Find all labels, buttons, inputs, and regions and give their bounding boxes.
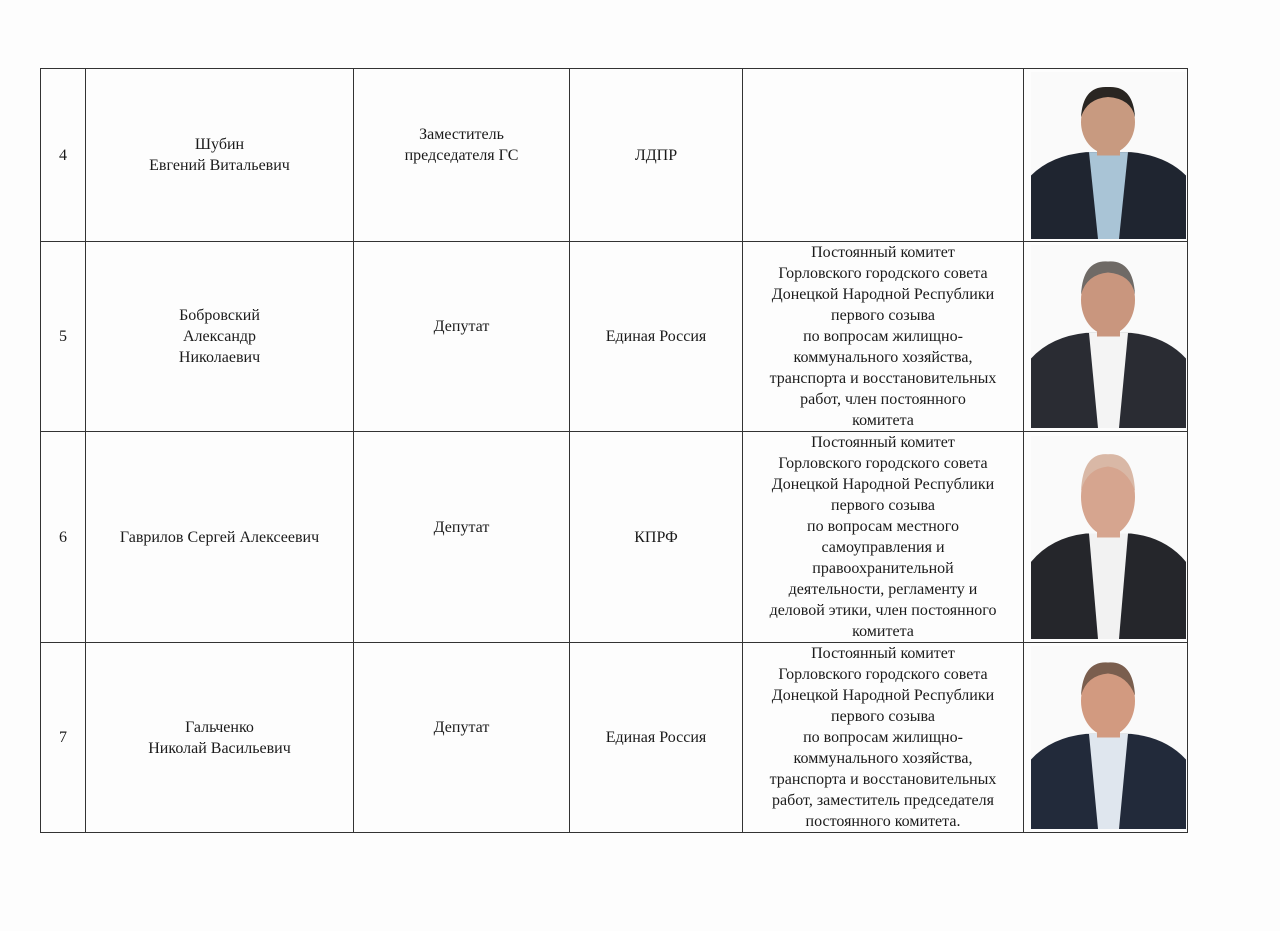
table-row: [41, 69, 1188, 242]
deputy-name-text: Гальченко Николай Васильевич: [148, 718, 291, 757]
table-row: [41, 242, 1188, 432]
party: [570, 69, 743, 242]
row-number-text: 7: [59, 729, 67, 746]
table-row: [41, 643, 1188, 833]
photo-cell: [1024, 242, 1188, 432]
committee-text: Постоянный комитет Горловского городского совета Донецкой Народной Республики первого созыва по вопросам жилищно- коммунального хозяйства, транспорта и восстановительных работ, заместитель председателя постоянного комитета.: [769, 645, 997, 830]
deputy-position-text: Заместитель председателя ГС: [404, 126, 519, 164]
committee-text: Постоянный комитет Горловского городского совета Донецкой Народной Республики первого созыва по вопросам местного самоуправления и правоохранительной деятельности, регламенту и деловой этики, член постоянного комитета: [769, 434, 997, 640]
deputy-position-text: Депутат: [433, 318, 490, 335]
deputy-position-text: Депутат: [433, 518, 490, 536]
deputy-name-text: Шубин Евгений Витальевич: [149, 136, 290, 174]
committee: [743, 643, 1024, 833]
row-number: [41, 432, 86, 643]
photo-cell: [1024, 643, 1188, 833]
deputy-name-text: Бобровский Александр Николаевич: [178, 307, 261, 366]
deputy-name: [86, 242, 354, 432]
committee-text: Постоянный комитет Горловского городского совета Донецкой Народной Республики первого созыва по вопросам жилищно- коммунального хозяйства, транспорта и восстановительных работ, член постоянного комитета: [769, 244, 997, 429]
row-number-text: 6: [59, 528, 67, 546]
photo-cell: [1024, 432, 1188, 643]
deputy-position: [354, 643, 570, 833]
party-text: ЛДПР: [634, 146, 678, 164]
party: [570, 242, 743, 432]
row-number: [41, 242, 86, 432]
deputy-photo: [1031, 245, 1186, 428]
party: [570, 432, 743, 643]
party-text: КПРФ: [634, 528, 678, 546]
deputies-table: [40, 68, 1188, 833]
row-number-text: 5: [59, 328, 67, 345]
deputy-name: [86, 643, 354, 833]
photo-cell: [1024, 69, 1188, 242]
row-number-text: 4: [59, 146, 67, 164]
row-number: [41, 69, 86, 242]
party-text: Единая Россия: [605, 729, 707, 746]
committee: [743, 69, 1024, 242]
deputy-position: [354, 69, 570, 242]
row-number: [41, 643, 86, 833]
deputy-name-text: Гаврилов Сергей Алексеевич: [119, 528, 320, 546]
deputy-name: [86, 69, 354, 242]
deputy-photo: [1031, 72, 1186, 239]
table-row: [41, 432, 1188, 643]
deputy-photo: [1031, 646, 1186, 829]
committee: [743, 432, 1024, 643]
party-text: Единая Россия: [605, 328, 707, 345]
deputy-name: [86, 432, 354, 643]
deputy-position-text: Депутат: [433, 719, 490, 736]
deputy-photo: [1031, 436, 1186, 639]
deputy-position: [354, 242, 570, 432]
deputy-position: [354, 432, 570, 643]
committee: [743, 242, 1024, 432]
party: [570, 643, 743, 833]
